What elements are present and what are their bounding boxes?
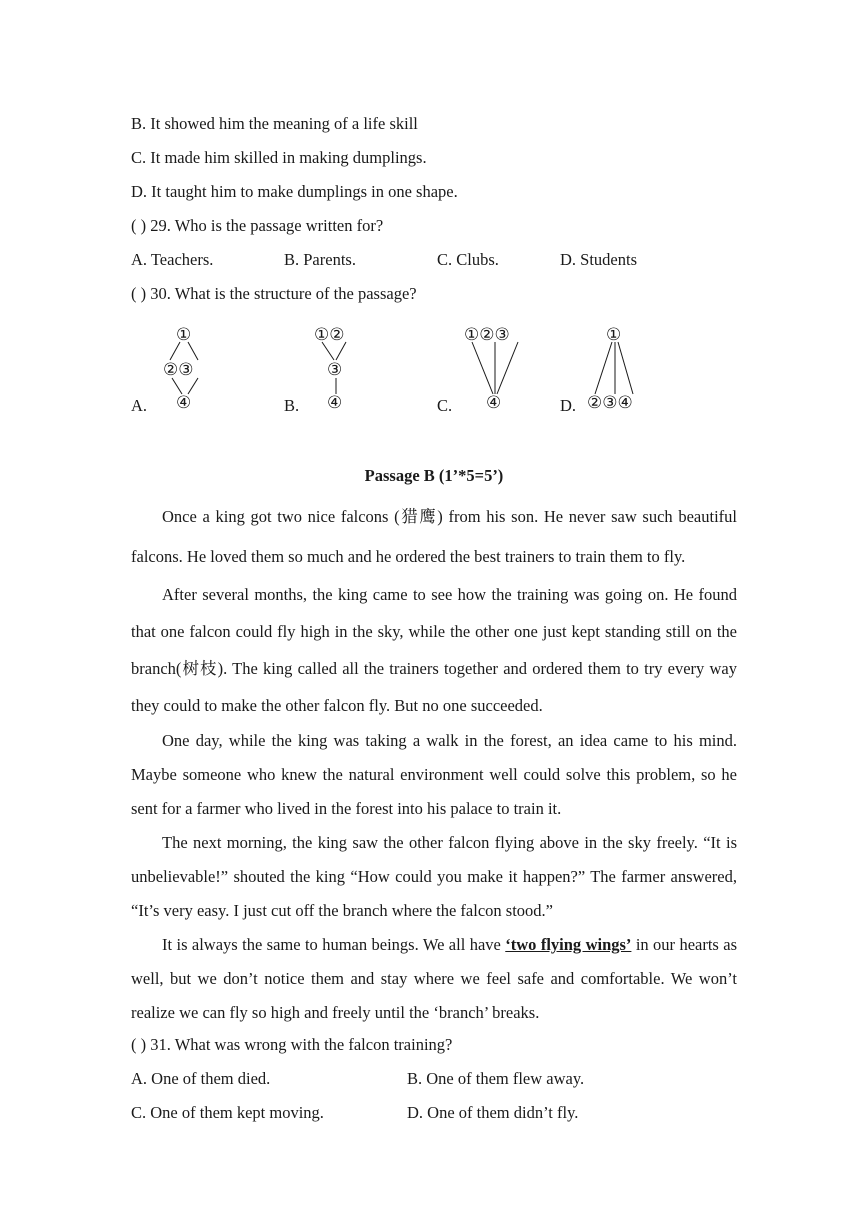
diagram-c-top: ①②③	[464, 325, 510, 345]
passage-b-paragraph-1: Once a king got two nice falcons (猎鹰) from his son. He never saw such beautiful falcons. He loved them so much and he ordered the best trainers to train them to fly.	[131, 507, 737, 566]
diagram-c-bottom: ④	[486, 393, 502, 413]
passage-b-title: Passage B (1’*5=5’)	[364, 466, 504, 485]
q31-option-c: C. One of them kept moving.	[131, 1103, 324, 1122]
diagram-d-bottom: ②③④	[587, 393, 633, 413]
paragraph-5-text-after: in our hearts as well, but we don’t notice them and stay where we feel safe and comfortable. We won’t realize we can fly so high and freely until the ‘branch’ breaks.	[131, 935, 738, 1022]
q28-option-b: B. It showed him the meaning of a life skill	[131, 114, 418, 133]
structure-diagram-b	[312, 322, 372, 414]
structure-diagram-c	[462, 322, 532, 414]
passage-b-paragraph-3: One day, while the king was taking a walk in the forest, an idea came to his mind. Maybe someone who knew the natural environment well could solve this problem, so he sent for a farmer who lived in the forest into his palace to train it.	[131, 731, 737, 818]
q30-option-b-letter: B.	[284, 396, 300, 415]
q29-option-d: D. Students	[560, 250, 638, 269]
q29-stem: ( ) 29. Who is the passage written for?	[131, 216, 384, 235]
q31-option-b: B. One of them flew away.	[407, 1069, 585, 1088]
q30-option-a-letter: A.	[131, 396, 148, 415]
diagram-a-bottom: ④	[176, 393, 192, 413]
structure-diagram-a	[160, 322, 220, 414]
q29-option-a: A. Teachers.	[131, 250, 214, 269]
q30-option-d-letter: D.	[560, 396, 577, 415]
passage-b-paragraph-2: After several months, the king came to see how the training was going on. He found that one falcon could fly high in the sky, while the other one just kept standing still on the branch(树枝). The king called all the trainers together and ordered them to try every way they could to make the other falcon fly. But no one succeeded.	[131, 585, 737, 715]
q28-option-d: D. It taught him to make dumplings in one shape.	[131, 182, 458, 201]
diagram-d-top: ①	[606, 325, 622, 345]
diagram-a-top: ①	[176, 325, 192, 345]
q31-option-d: D. One of them didn’t fly.	[407, 1103, 579, 1122]
underlined-phrase: ‘two flying wings’	[505, 935, 632, 954]
diagram-a-middle: ②③	[163, 360, 194, 380]
diagram-b-top: ①②	[314, 325, 345, 345]
structure-diagram-d	[585, 322, 655, 414]
diagram-b-middle: ③	[327, 360, 343, 380]
diagram-b-bottom: ④	[327, 393, 343, 413]
q30-stem: ( ) 30. What is the structure of the passage?	[131, 284, 417, 303]
q30-option-c-letter: C.	[437, 396, 453, 415]
q29-option-b: B. Parents.	[284, 250, 356, 269]
passage-b-paragraph-5	[131, 928, 737, 1030]
q28-option-c: C. It made him skilled in making dumplings.	[131, 148, 427, 167]
q29-option-c: C. Clubs.	[437, 250, 499, 269]
q31-stem: ( ) 31. What was wrong with the falcon training?	[131, 1035, 453, 1054]
q31-option-a: A. One of them died.	[131, 1069, 271, 1088]
paragraph-5-text-before: It is always the same to human beings. We all have	[162, 935, 506, 954]
passage-b-paragraph-4: The next morning, the king saw the other falcon flying above in the sky freely. “It is unbelievable!” shouted the king “How could you make it happen?” The farmer answered, “It’s very easy. I just cut off the branch where the falcon stood.”	[131, 833, 737, 920]
